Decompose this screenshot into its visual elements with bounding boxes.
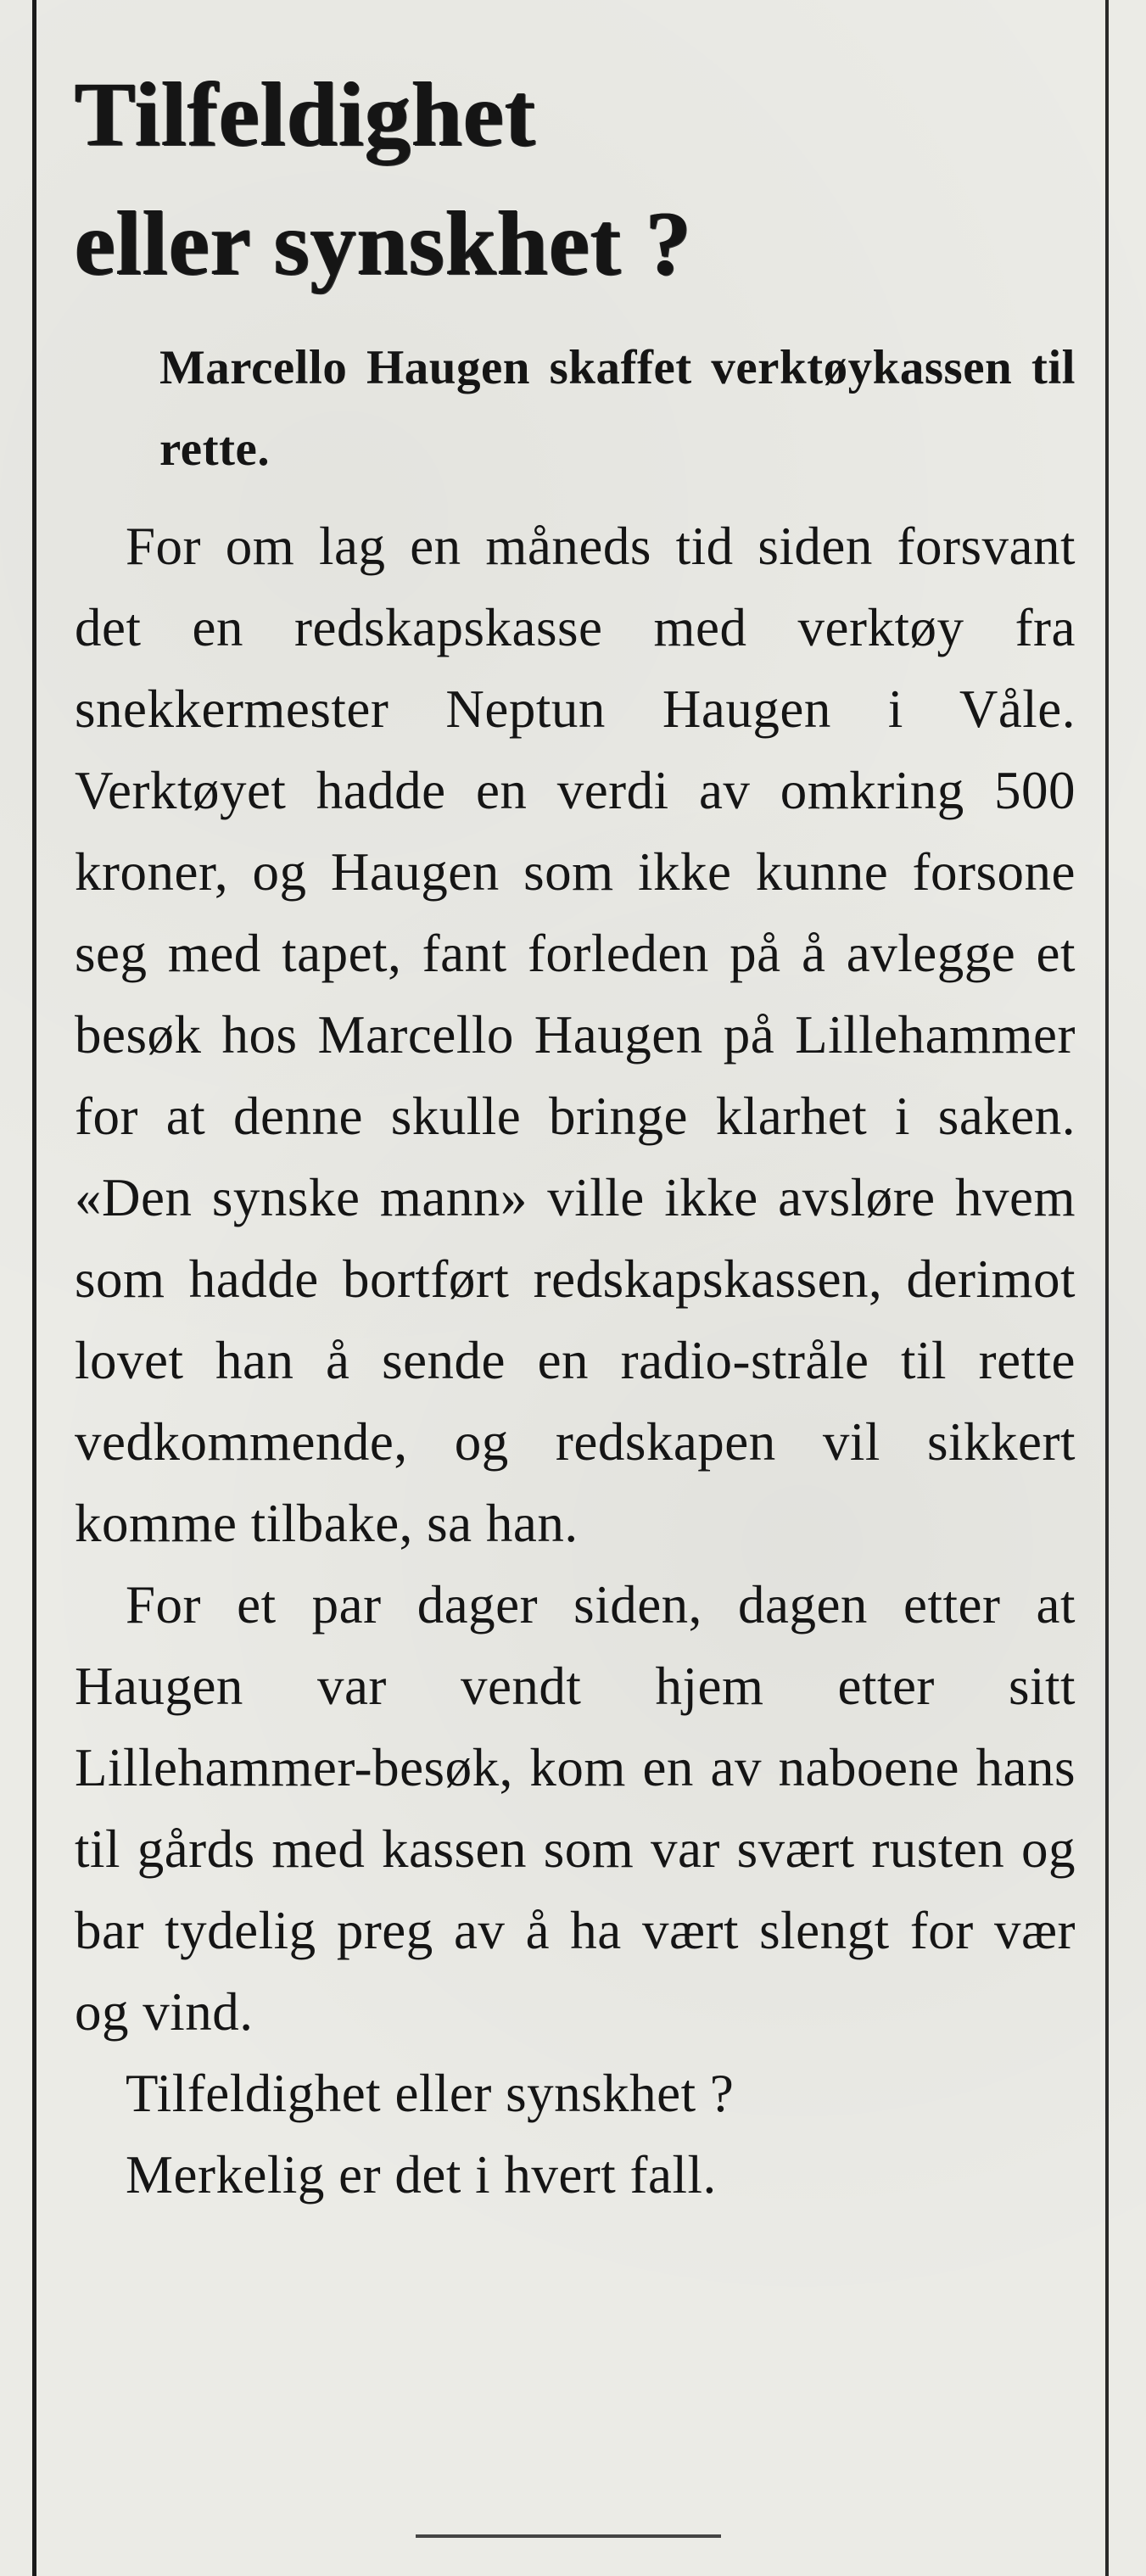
body-paragraph-2: For et par dager siden, dagen etter at Haugen var vendt hjem etter sitt Lillehammer-besøk, kom en av naboene hans til gårds med kassen som var svært rusten og bar tydelig preg av å ha vært slengt for vær og vind. (75, 1575, 1076, 2042)
headline: Tilfeldighet eller synskhet ? (75, 64, 693, 294)
subheadline: Marcello Haugen skaffet verktøykassen til rette. (159, 341, 1076, 476)
column-rule-left (32, 0, 36, 2576)
closing-line-1: Tilfeldighet eller synskhet ? (126, 2064, 735, 2123)
body-paragraph-1: For om lag en måneds tid siden forsvant det en redskapskasse med verktøy fra snekkermester Neptun Haugen i Våle. Verktøyet hadde en verdi av omkring 500 kroner, og Haugen som ikke kunne forsone seg med tapet, fant forleden på å avlegge et besøk hos Marcello Haugen på Lillehammer for at denne skulle bringe klarhet i saken. «Den synske mann» ville ikke avsløre hvem som hadde bortført redskapskassen, derimot lovet han å sende en radio-stråle til rette vedkommende, og redskapen vil sikkert komme tilbake, sa han. (75, 517, 1076, 1553)
article (75, 51, 1076, 2216)
closing-line-2: Merkelig er det i hvert fall. (126, 2145, 717, 2204)
end-rule (416, 2534, 721, 2538)
column-rule-right (1105, 0, 1109, 2576)
